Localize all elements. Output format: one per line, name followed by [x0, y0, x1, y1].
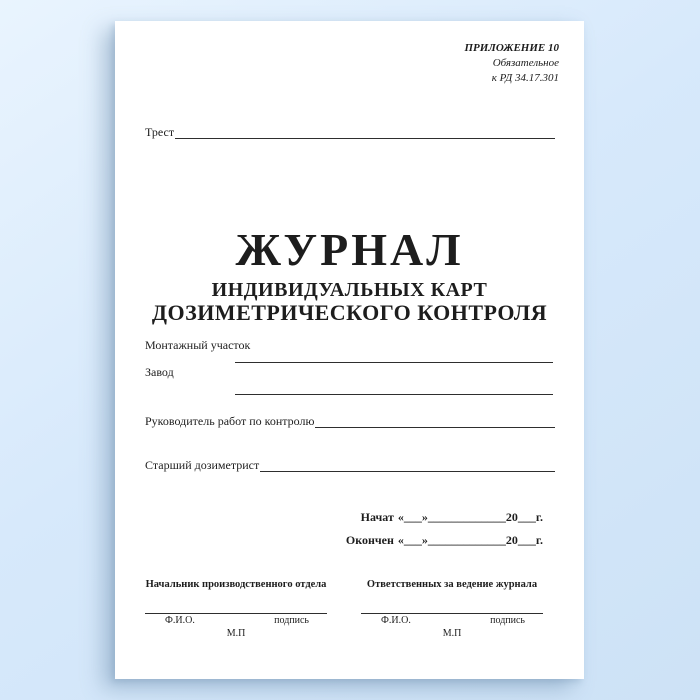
date-finished-blank: «___»_____________20___г. [397, 533, 543, 547]
title-block [115, 224, 584, 325]
appendix-line-1: ПРИЛОЖЕНИЕ 10 [464, 42, 559, 54]
appendix-line-3: к РД 34.17.301 [491, 72, 559, 84]
signature-left-header: Начальник производственного отдела [145, 579, 327, 590]
zavod-field-label: Завод [145, 365, 174, 379]
trest-fill-line [175, 122, 555, 139]
signature-left-sublabels [145, 614, 327, 627]
rukovoditel-fill-line [315, 411, 555, 428]
date-started-blank: «___»_____________20___г. [397, 510, 543, 524]
date-started-row [342, 510, 543, 525]
fio-label: Ф.И.О. [165, 615, 195, 626]
appendix-note [464, 41, 559, 86]
signature-block-right [361, 578, 543, 640]
date-finished-label: Окончен [345, 533, 394, 547]
podpis-label: подпись [490, 615, 525, 626]
date-finished-row [342, 533, 543, 548]
signature-block-left [145, 578, 327, 640]
rukovoditel-field-row [145, 412, 555, 428]
zavod-fill-line [235, 394, 553, 395]
mp-label: М.П [442, 628, 462, 639]
starshiy-field-row [145, 456, 555, 472]
dates-block [342, 510, 543, 556]
montazh-fill-line [235, 362, 553, 363]
signature-right-sublabels [361, 614, 543, 627]
journal-subtitle-2: ДОЗИМЕТРИЧЕСКОГО КОНТРОЛЯ [151, 300, 548, 325]
starshiy-fill-line [260, 455, 555, 472]
podpis-label: подпись [274, 615, 309, 626]
document-page [115, 21, 584, 679]
signature-right-header: Ответственных за ведение журнала [366, 579, 538, 590]
fio-label: Ф.И.О. [381, 615, 411, 626]
trest-field-row [145, 123, 555, 139]
rukovoditel-label: Руководитель работ по контролю [145, 414, 315, 428]
appendix-line-2: Обязательное [492, 57, 559, 69]
date-started-label: Начат [360, 510, 394, 524]
mp-label: М.П [226, 628, 246, 639]
journal-subtitle-1: ИНДИВИДУАЛЬНЫХ КАРТ [211, 279, 488, 301]
trest-label: Трест [145, 125, 175, 139]
journal-title: ЖУРНАЛ [235, 224, 464, 275]
montazh-field-label: Монтажный участок [145, 338, 251, 352]
starshiy-label: Старший дозиметрист [145, 458, 260, 472]
